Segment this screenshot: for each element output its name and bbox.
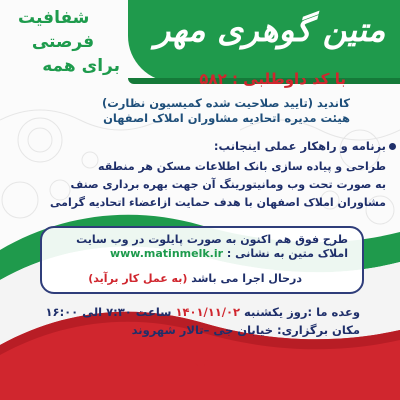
iran-emblem-icon bbox=[190, 347, 212, 369]
slogan-line-3: برای همه bbox=[42, 56, 120, 76]
candidate-code: با کد داوطلبی : ۵۸۲ bbox=[199, 70, 346, 88]
candidate-subtitle-1: کاندید (تایید صلاحیت شده کمیسیون نظارت) bbox=[101, 96, 350, 110]
pilot-motto: (به عمل کار برآید) bbox=[88, 272, 188, 285]
pilot-status: درحال اجرا می باشد bbox=[191, 272, 302, 285]
description-line: مشاوران املاک اصفهان با هدف حمایت ازاعضاء اتحادیه گرامی bbox=[50, 196, 386, 209]
website-link[interactable]: www.matinmelk.ir bbox=[109, 247, 224, 260]
candidate-name: متین گوهری مهر bbox=[154, 10, 386, 49]
pilot-info-box bbox=[40, 226, 364, 294]
bullet-icon bbox=[389, 143, 396, 150]
schedule-time: ساعت ۷:۳۰ الی ۱۶:۰۰ bbox=[45, 305, 172, 319]
event-venue: مکان برگزاری: خیابان جی –تالار شهروند bbox=[131, 323, 360, 337]
description-line: به صورت تحت وب ومانیتورینگ آن جهت بهره برداری صنف bbox=[70, 178, 386, 191]
pilot-info-line-2 bbox=[110, 247, 348, 260]
pilot-info-line-3 bbox=[88, 272, 302, 285]
pilot-info-line-1: طرح فوق هم اکنون به صورت پایلوت در وب سایت bbox=[76, 233, 348, 246]
candidate-subtitle-2: هیئت مدیره اتحادیه مشاوران املاک اصفهان bbox=[103, 111, 350, 125]
program-description bbox=[10, 158, 386, 212]
schedule-date: ۱۴۰۱/۱۱/۰۲ bbox=[175, 305, 241, 319]
slogan-line-1: شفافیت bbox=[18, 8, 90, 28]
description-line: طراحی و پیاده سازی بانک اطلاعات مسکن هر منطقه bbox=[98, 160, 386, 173]
schedule-prefix: وعده ما :روز یکشنبه bbox=[244, 305, 360, 319]
slogan bbox=[4, 6, 122, 78]
slogan-line-2: فرصتی bbox=[31, 32, 95, 52]
pilot-info-prefix: املاک متین به نشانی : bbox=[226, 247, 348, 260]
event-schedule bbox=[46, 305, 360, 319]
program-heading: برنامه و راهکار عملی اینجانب: bbox=[213, 139, 386, 153]
